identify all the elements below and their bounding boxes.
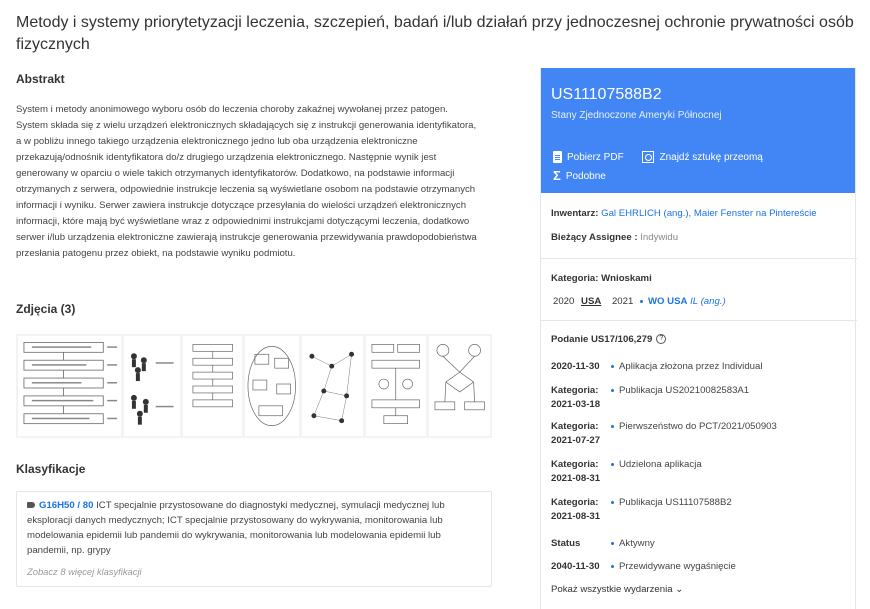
images-heading: Zdjęcia (3) (16, 302, 76, 316)
page-title: Metody i systemy priorytetyzacji leczenia, szczepień, badań i/lub działań przy jednoczesnej ochronie prywatności osób fizycznych (16, 14, 854, 53)
classification-heading: Klasyfikacje (16, 462, 86, 476)
show-all-events-link[interactable]: Pokaż wszystkie wydarzenia ⌄ (551, 584, 684, 595)
event-text: Aktywny (611, 537, 655, 551)
assignee-row: Bieżący Assignee : Indywidu (551, 232, 679, 243)
event-text: Przewidywane wygaśnięcie (611, 560, 736, 574)
year-2020-country-link[interactable]: USA (581, 296, 602, 307)
event-text: Publikacja US20210082583A1 (611, 384, 749, 398)
main-column (16, 72, 496, 577)
abstract-heading: Abstrakt (16, 72, 65, 86)
patent-header (541, 68, 855, 193)
inventors-link[interactable]: Gal EHRLICH (ang.), Maier Fenster na Pintereście (601, 208, 817, 219)
timeline-dot-icon (611, 425, 614, 428)
prior-art-search-icon (642, 151, 654, 163)
application-row: Podanie US17/106,279 ? (551, 334, 851, 345)
more-classifications-link[interactable]: Zobacz 8 więcej klasyfikacji (27, 566, 142, 577)
year-2021-il-link[interactable]: IL (ang.) (690, 296, 726, 307)
thumbnail-steps[interactable] (183, 336, 242, 436)
divider (541, 320, 857, 321)
assignee-value: Indywidu (640, 232, 679, 243)
help-icon[interactable]: ? (656, 334, 666, 344)
classification-code-link[interactable]: G16H50 / 80 (39, 500, 94, 511)
timeline-dot-icon (611, 365, 614, 368)
sigma-icon: Σ (553, 168, 561, 183)
thumbnail-devices[interactable] (245, 336, 299, 436)
event-date: Kategoria: 2021-07-27 (551, 421, 601, 446)
patent-number: US11107588B2 (551, 86, 662, 103)
thumbnail-decision[interactable] (429, 336, 490, 436)
event-date: Kategoria: 2021-08-31 (551, 459, 601, 484)
divider (541, 258, 857, 259)
similar-button[interactable]: Σ Podobne (553, 168, 606, 183)
patent-actions (553, 149, 779, 184)
event-date: Kategoria: 2021-03-18 (551, 385, 601, 410)
thumbnail-process[interactable] (366, 336, 425, 436)
patent-sidebar (540, 68, 856, 609)
category-row: Kategoria: Wnioskami (551, 273, 652, 284)
chevron-down-icon: ⌄ (675, 584, 684, 595)
find-prior-art-button[interactable]: Znajdź sztukę przeomą (642, 149, 762, 165)
event-date: Kategoria: 2021-08-31 (551, 497, 601, 522)
tag-icon (27, 502, 35, 508)
years-row: 2020 USA 2021 WO USA IL (ang.) (553, 296, 726, 307)
event-date: 2020-11-30 (551, 361, 600, 372)
classification-entry (27, 498, 481, 558)
abstract-text: System i metody anonimowego wyboru osób do leczenia choroby zakaźnej wywołanej przez patogen. System składa się z wielu urządzeń elektronicznych składających się z instrukcji generowania identyfikatora, a w pobliżu innego takiego urządzenia elektronicznego jedno lub oba urządzenia elektroniczne przekazują/odnośnik identyfikatora do/z drugiego urządzenia elektronicznego. Następnie wynik jest generowany w oparciu o wiele takich otrzymanych identyfikatorów. Dodatkowo, na podstawie informacji otrzymanych z serwera, odpowiednie instrukcje leczenia są wyświetlane osobom na podstawie otrzymanych informacji i wyniku. Serwer zawiera instrukcje dotyczące przesyłania do wielości urządzeń elektronicznych informacji, które mają być wyświetlane wraz z odpowiednimi instrukcjami dotyczącymi leczenia, dodatkowo serwer i/lub urządzenia elektroniczne zawierają instrukcje generowania przewidywania prawdopodobieństwa przesłania patogenu przez obiekt, na podstawie wyniku podmiotu. (16, 104, 477, 259)
event-text: Pierwszeństwo do PCT/2021/050903 (611, 420, 777, 434)
timeline-dot-icon (611, 501, 614, 504)
dot-marker (640, 300, 643, 303)
image-thumbnails (16, 334, 492, 438)
event-text: Udzielona aplikacja (611, 458, 702, 472)
thumbnail-flowchart[interactable] (18, 336, 121, 436)
year-2021-countries-link[interactable]: WO USA (647, 296, 688, 307)
timeline-dot-icon (611, 565, 614, 568)
event-text: Aplikacja złożona przez Individual (611, 360, 762, 374)
timeline-dot-icon (611, 389, 614, 392)
timeline-dot-icon (611, 542, 614, 545)
event-text: Publikacja US11107588B2 (611, 496, 732, 510)
patent-country: Stany Zjednoczone Ameryki Północnej (551, 110, 722, 121)
timeline-dot-icon (611, 463, 614, 466)
thumbnail-people[interactable] (124, 336, 180, 436)
event-date: 2040-11-30 (551, 561, 600, 572)
classification-box (16, 491, 492, 587)
event-date: Status (551, 538, 581, 549)
inventors-row: Inwentarz: Gal EHRLICH (ang.), Maier Fenster na Pintereście (551, 208, 817, 219)
classification-description: ICT specjalnie przystosowane do diagnostyki medycznej, symulacji medycznej lub eksploracji danych medycznych; ICT specjalnie przystosowany do wykrywania, monitorowania lub modelowania epidemii lub pandemii do wykrywania, monitorowania lub modelowania epidemii lub pandemii, np. grypy (27, 500, 445, 556)
pdf-icon (553, 151, 562, 163)
thumbnail-network[interactable] (302, 336, 363, 436)
download-pdf-button[interactable]: Pobierz PDF (553, 149, 624, 165)
